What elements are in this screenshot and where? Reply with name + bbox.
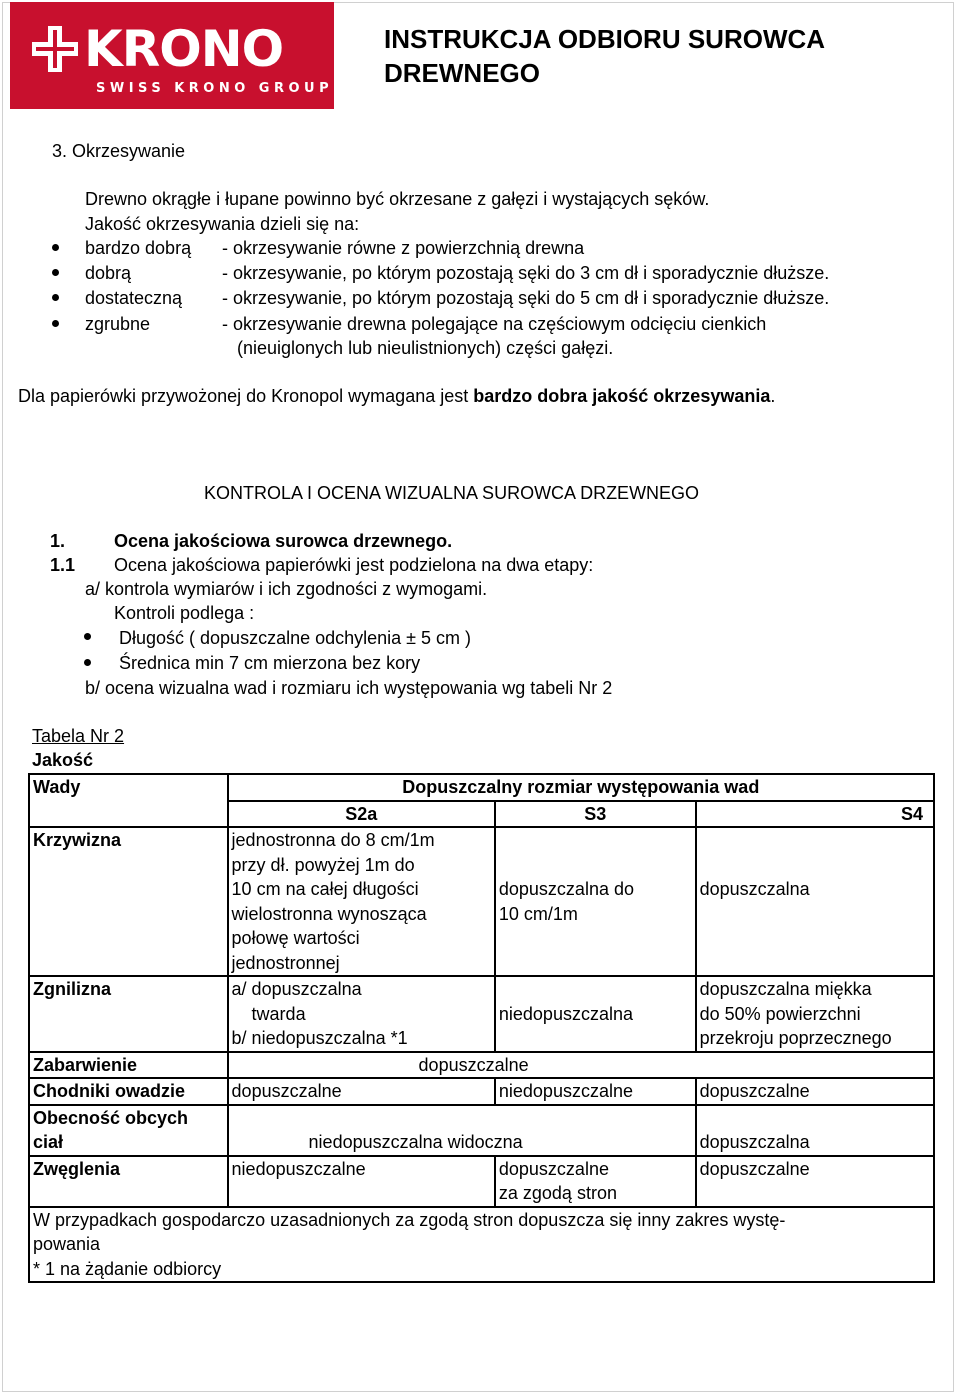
quality-term: dobrą: [85, 263, 132, 283]
zgnilizna-s4: [696, 976, 934, 1052]
defect-name: Zgnilizna: [29, 976, 228, 1052]
zweglenia-s3: [495, 1156, 696, 1207]
quality-desc: - okrzesywanie, po którym pozostają sęki do 3 cm dł i sporadycznie dłuższe.: [222, 263, 830, 283]
point-1-1-text: Ocena jakościowa papierówki jest podzielona na dwa etapy:: [114, 555, 594, 575]
quality-term: zgrubne: [85, 314, 151, 334]
group-header: Dopuszczalny rozmiar występowania wad: [228, 774, 934, 801]
point-1-text: Ocena jakościowa surowca drzewnego.: [114, 531, 453, 551]
length-criterion: Długość ( dopuszczalne odchylenia ± 5 cm ): [119, 628, 472, 648]
cell-line: połowę wartości: [231, 928, 360, 948]
cell-line: do 50% powierzchni: [699, 1003, 861, 1024]
cell-line: dopuszczalna do: [498, 879, 634, 899]
control-subject: Kontroli podlega :: [114, 603, 255, 623]
cell-line: 10 cm na całej długości: [231, 879, 419, 899]
chodniki-s2a: dopuszczalne: [228, 1078, 495, 1105]
cell-line: Obecność obcych: [33, 1107, 189, 1128]
diameter-criterion: Średnica min 7 cm mierzona bez kory: [119, 653, 421, 673]
quality-desc: - okrzesywanie, po którym pozostają sęki do 5 cm dł i sporadycznie dłuższe.: [222, 288, 830, 308]
obce-s4: dopuszczalna: [696, 1105, 934, 1156]
quality-term: bardzo dobrą: [85, 238, 192, 258]
logo-wordmark: KRONO: [84, 20, 284, 78]
defects-table: [28, 773, 935, 1283]
table-header-row: [29, 774, 934, 801]
table-footnote: [29, 1207, 934, 1283]
point-b-text: b/ ocena wizualna wad i rozmiaru ich występowania wg tabeli Nr 2: [85, 678, 613, 698]
defect-name: [29, 1105, 228, 1156]
note-suffix: .: [770, 386, 776, 406]
cell-line: przekroju poprzecznego: [699, 1028, 892, 1048]
bullet-icon: [52, 320, 59, 327]
quality-desc: - okrzesywanie drewna polegające na częściowym odcięciu cienkich: [222, 314, 767, 334]
table-caption: Tabela Nr 2: [32, 726, 125, 746]
chodniki-s3: niedopuszczalne: [495, 1078, 696, 1105]
point-1-1-number: 1.1: [50, 555, 76, 575]
intro-line-1: Drewno okrągłe i łupane powinno być okrzesane z gałęzi i wystających sęków.: [85, 189, 710, 209]
table-row: [29, 976, 934, 1052]
cell-line: dopuszczalne: [498, 1158, 609, 1179]
bullet-icon: [84, 633, 91, 640]
quality-term: dostateczną: [85, 288, 183, 308]
intro-line-2: Jakość okrzesywania dzieli się na:: [85, 214, 360, 234]
cell-line: b/ niedopuszczalna *1: [231, 1028, 408, 1048]
bullet-icon: [52, 244, 59, 251]
note-prefix: Dla papierówki przywożonej do Kronopol wymagana jest: [18, 386, 474, 406]
table-row: [29, 1105, 934, 1156]
defect-name: Zwęglenia: [29, 1156, 228, 1207]
table-row: [29, 1052, 934, 1079]
krzywizna-s3: [495, 827, 696, 976]
cell-line: jednostronna do 8 cm/1m: [231, 830, 435, 850]
bullet-icon: [52, 269, 59, 276]
cell-line: twarda: [251, 1003, 306, 1024]
zgnilizna-s2a: [228, 976, 495, 1052]
quality-desc-cont: (nieuiglonych lub nieulistnionych) części gałęzi.: [237, 338, 614, 358]
krzywizna-s4: dopuszczalna: [696, 827, 934, 976]
zweglenia-s4: dopuszczalne: [696, 1156, 934, 1207]
section-heading: 3. Okrzesywanie: [52, 141, 186, 161]
table-row: [29, 1078, 934, 1105]
krzywizna-s2a: [228, 827, 495, 976]
defect-name: Zabarwienie: [29, 1052, 228, 1079]
empty-cell: [29, 801, 228, 828]
defects-label: Wady: [29, 774, 228, 801]
class-s2a: S2a: [228, 801, 495, 828]
zweglenia-s2a: niedopuszczalne: [228, 1156, 495, 1207]
logo-subtext: SWISS KRONO GROUP: [96, 81, 334, 96]
footnote-line: W przypadkach gospodarczo uzasadnionych za zgodą stron dopuszcza się inny zakres wystę-: [33, 1209, 786, 1230]
cell-line: jednostronnej: [231, 952, 340, 973]
zgnilizna-s3: niedopuszczalna: [495, 976, 696, 1052]
document-title: [384, 22, 904, 90]
footnote-line: powania: [33, 1234, 101, 1254]
class-s4: S4: [696, 801, 934, 828]
cell-line: 10 cm/1m: [498, 903, 578, 924]
defect-name: Krzywizna: [29, 827, 228, 976]
zabarwienie-all: dopuszczalne: [228, 1052, 934, 1079]
cell-line: przy dł. powyżej 1m do: [231, 854, 415, 875]
footnote-line: * 1 na żądanie odbiorcy: [33, 1258, 222, 1279]
table-row: [29, 1156, 934, 1207]
table-classes-row: [29, 801, 934, 828]
note-bold: bardzo dobra jakość okrzesywania: [473, 386, 771, 406]
obce-s2a-s3: niedopuszczalna widoczna: [228, 1105, 696, 1156]
cell-line: dopuszczalna miękka: [699, 979, 872, 999]
quality-desc: - okrzesywanie równe z powierzchnią drewna: [222, 238, 585, 258]
krono-logo: [10, 2, 334, 109]
point-1-number: 1.: [50, 531, 66, 551]
quality-label: Jakość: [32, 750, 94, 770]
title-line-2: DREWNEGO: [384, 58, 540, 88]
chodniki-s4: dopuszczalne: [696, 1078, 934, 1105]
table-row: [29, 827, 934, 976]
bullet-icon: [84, 659, 91, 666]
point-a-text: a/ kontrola wymiarów i ich zgodności z wymogami.: [85, 579, 488, 599]
requirement-note: [18, 384, 775, 408]
swiss-cross-icon: [32, 26, 78, 72]
table-footer-row: [29, 1207, 934, 1283]
control-heading: KONTROLA I OCENA WIZUALNA SUROWCA DRZEWNEGO: [204, 483, 700, 503]
title-line-1: INSTRUKCJA ODBIORU SUROWCA: [384, 24, 826, 54]
bullet-icon: [52, 294, 59, 301]
cell-line: ciał: [33, 1132, 64, 1152]
class-s3: S3: [495, 801, 696, 828]
cell-line: wielostronna wynosząca: [231, 903, 427, 924]
cell-line: za zgodą stron: [498, 1183, 617, 1203]
cell-line: a/ dopuszczalna: [231, 979, 362, 999]
defect-name: Chodniki owadzie: [29, 1078, 228, 1105]
